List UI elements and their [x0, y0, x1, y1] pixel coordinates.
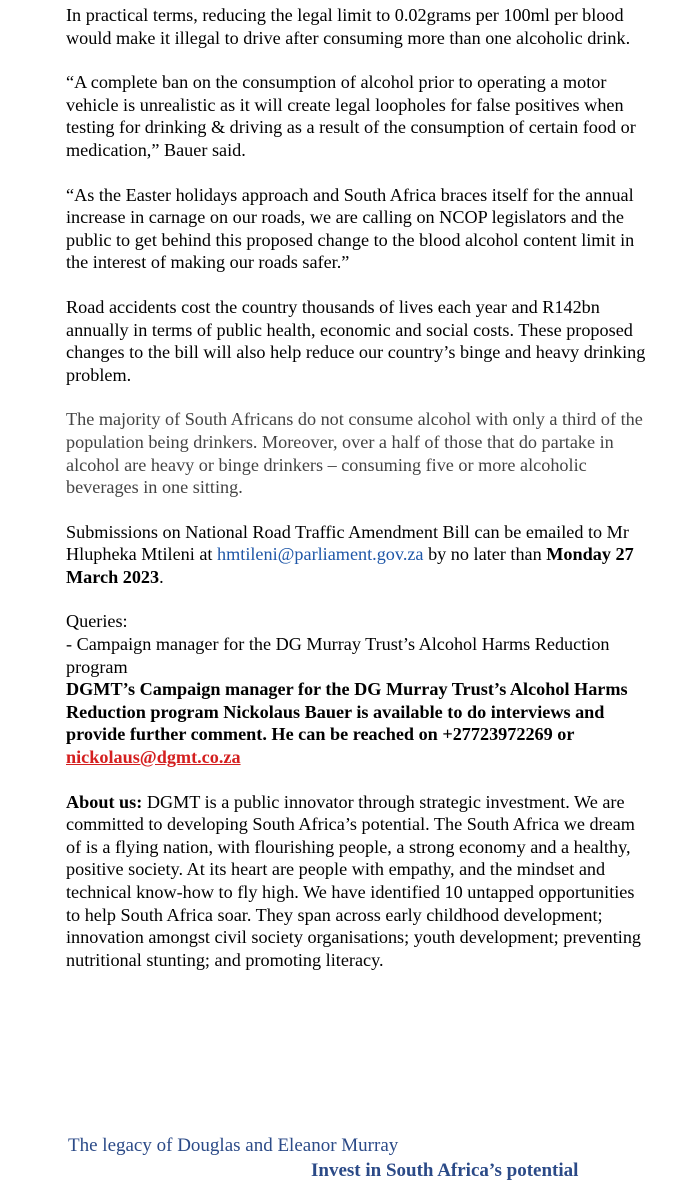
queries-item: - Campaign manager for the DG Murray Trust’s Alcohol Harms Reduction program: [66, 634, 610, 677]
paragraph-road-accidents: Road accidents cost the country thousands of lives each year and R142bn annually in terms of public health, economic and social costs. These proposed changes to the bill will also help reduce our country’s binge and heavy drinking problem.: [66, 296, 646, 385]
submissions-text: Submissions on National Road Traffic Amendment Bill can be emailed to Mr Hlupheka Mtileni at: [66, 521, 629, 565]
queries-contact-text: DGMT’s Campaign manager for the DG Murray Trust’s Alcohol Harms Reduction program Nickolaus Bauer is available to do interviews and provide further comment. He can be reached on +27723972269 or: [66, 679, 628, 745]
submissions-text-middle: by no later than: [423, 544, 547, 565]
submissions-text-end: .: [159, 566, 164, 587]
footer-tagline: Invest in South Africa’s potential: [311, 1160, 579, 1181]
queries-heading: Queries:: [66, 611, 128, 632]
about-us-text: DGMT is a public innovator through strategic investment. We are committed to developing South Africa’s potential. The South Africa we dream of is a flying nation, with flourishing people, a strong economy and a healthy, positive society. At its heart are people with empathy, and the mindset and technical know-how to fly high. We have identified 10 untapped opportunities to help South Africa soar. They span across early childhood development; innovation amongst civil society organisations; youth development; preventing nutritional stunting; and promoting literacy.: [66, 791, 642, 970]
contact-email-link[interactable]: nickolaus@dgmt.co.za: [66, 747, 241, 768]
paragraph-legal-limit: In practical terms, reducing the legal limit to 0.02grams per 100ml per blood would make it illegal to drive after consuming more than one alcoholic drink.: [66, 5, 631, 48]
about-us-label: About us:: [66, 791, 143, 812]
document-body: [66, 4, 646, 993]
footer-legacy: The legacy of Douglas and Eleanor Murray: [68, 1135, 399, 1156]
paragraph-about-us: [66, 791, 646, 972]
submissions-email-link[interactable]: hmtileni@parliament.gov.za: [217, 544, 424, 565]
submissions-deadline: Monday 27 March 2023: [66, 544, 634, 587]
paragraph-majority: The majority of South Africans do not consume alcohol with only a third of the population being drinkers. Moreover, over a half of those that do partake in alcohol are heavy or binge drinkers – consuming five or more alcoholic beverages in one sitting.: [66, 409, 643, 498]
paragraph-submissions: [66, 521, 646, 589]
queries-contact: [66, 678, 646, 768]
paragraph-bauer-quote: “A complete ban on the consumption of alcohol prior to operating a motor vehicle is unrealistic as it will create legal loopholes for false positives when testing for drinking & driving as a result of the consumption of certain food or medication,” Bauer said.: [66, 72, 636, 160]
paragraph-easter-quote: “As the Easter holidays approach and South Africa braces itself for the annual increase in carnage on our roads, we are calling on NCOP legislators and the public to get behind this proposed change to the blood alcohol content limit in the interest of making our roads safer.”: [66, 184, 635, 273]
queries-section: [66, 610, 646, 768]
